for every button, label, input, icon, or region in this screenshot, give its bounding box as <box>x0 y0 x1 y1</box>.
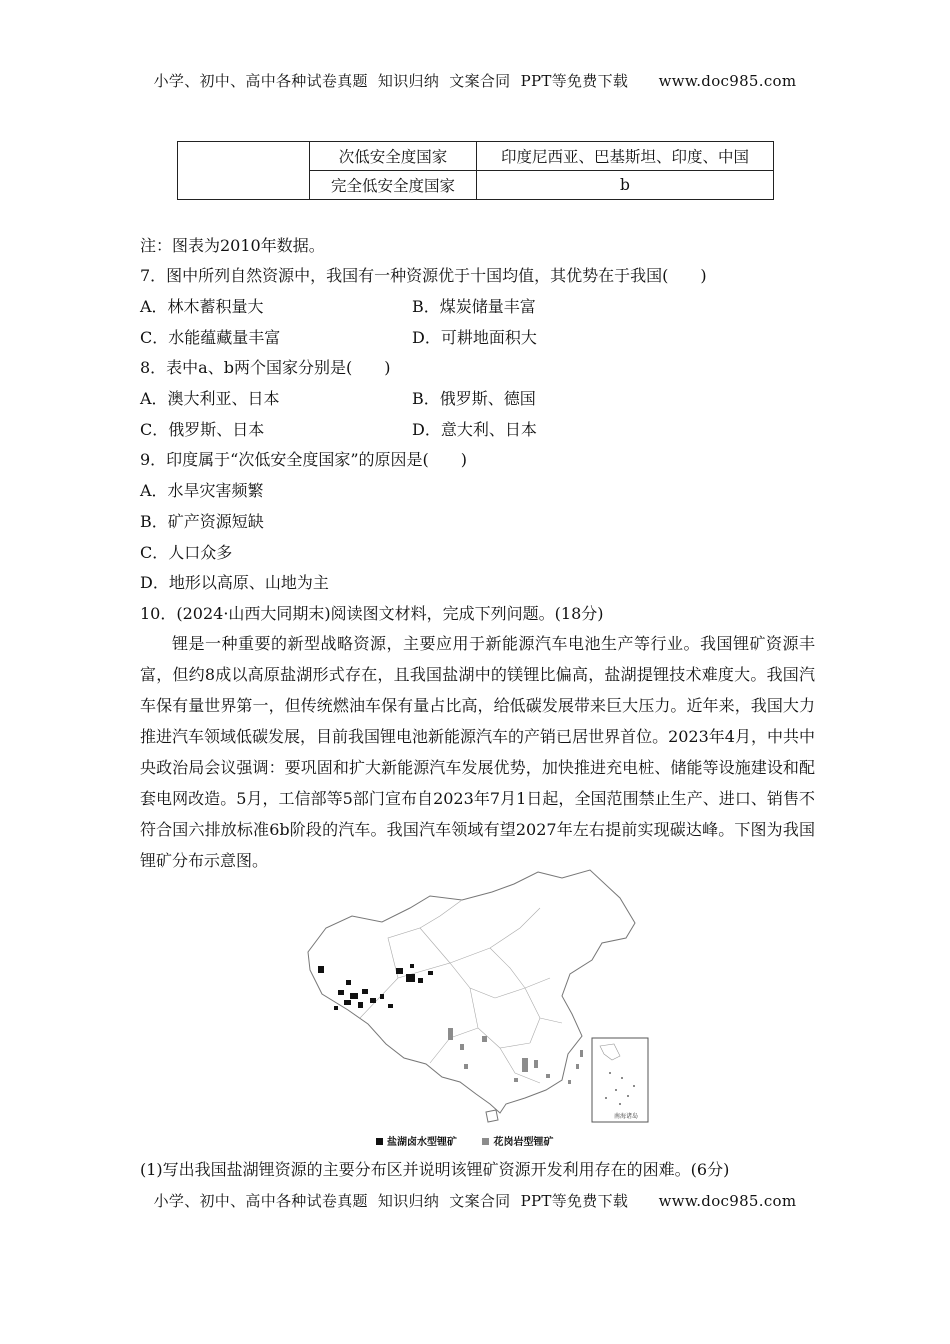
data-table <box>177 141 774 200</box>
table-note: 注：图表为2010年数据。 <box>140 236 325 255</box>
q7-option-d: D．可耕地面积大 <box>412 328 537 347</box>
q10-subquestion-1: (1)写出我国盐湖锂资源的主要分布区并说明该锂矿资源开发利用存在的困难。(6分) <box>140 1160 730 1179</box>
south-china-sea-inset <box>592 1038 648 1122</box>
map-legend <box>376 1133 575 1148</box>
q10-stem: 10．(2024·山西大同期末)阅读图文材料，完成下列问题。(18分) <box>140 604 604 623</box>
q9-option-a: A．水旱灾害频繁 <box>140 481 264 500</box>
q7-option-c: C．水能蕴藏量丰富 <box>140 328 281 347</box>
q9-stem: 9．印度属于“次低安全度国家”的原因是( ) <box>140 450 468 469</box>
q8-option-a: A．澳大利亚、日本 <box>140 389 280 408</box>
china-outline <box>308 870 635 1113</box>
lithium-distribution-map <box>300 868 662 1126</box>
hainan-island <box>486 1110 498 1122</box>
table-cell-blank <box>178 171 310 200</box>
brine-lithium-deposits <box>318 964 433 1010</box>
q8-option-d: D．意大利、日本 <box>412 420 537 439</box>
square-icon <box>376 1138 383 1145</box>
legend-item-granite: 花岗岩型锂矿 <box>482 1137 553 1148</box>
q10-passage: 锂是一种重要的新型战略资源，主要应用于新能源汽车电池生产等行业。我国锂矿资源丰富，但约8成以高原盐湖形式存在，且我国盐湖中的镁锂比偏高，盐湖提锂技术难度大。我国汽车保有量世界第一，但传统燃油车保有量占比高，给低碳发展带来巨大压力。近年来，我国大力推进汽车领域低碳发展，目前我国锂电池新能源汽车的产销已居世界首位。2023年4月，中共中央政治局会议强调：要巩固和扩大新能源汽车发展优势，加快推进充电桩、储能等设施建设和配套电网改造。5月，工信部等5部门宣布自2023年7月1日起，全国范围禁止生产、进口、销售不符合国六排放标准6b阶段的汽车。我国汽车领域有望2027年左右提前实现碳达峰。下图为我国锂矿分布示意图。 <box>140 634 815 870</box>
table-row <box>178 171 774 200</box>
square-icon <box>482 1138 489 1145</box>
q8-option-b: B．俄罗斯、德国 <box>412 389 536 408</box>
table-cell-category: 完全低安全度国家 <box>310 171 477 200</box>
table-cell-category: 次低安全度国家 <box>310 142 477 171</box>
page-header: 小学、初中、高中各种试卷真题 知识归纳 文案合同 PPT等免费下载 www.doc985.com <box>153 72 797 90</box>
table-cell-countries: b <box>477 171 774 200</box>
q7-option-a: A．林木蓄积量大 <box>140 297 264 316</box>
q9-option-d: D．地形以高原、山地为主 <box>140 573 329 592</box>
q9-option-b: B．矿产资源短缺 <box>140 512 264 531</box>
page-footer: 小学、初中、高中各种试卷真题 知识归纳 文案合同 PPT等免费下载 www.doc985.com <box>153 1192 797 1210</box>
table-cell-blank <box>178 142 310 171</box>
inset-label: 南海诸岛 <box>613 1113 639 1120</box>
q8-stem: 8．表中a、b两个国家分别是( ) <box>140 358 391 377</box>
table-row <box>178 142 774 171</box>
legend-item-brine: 盐湖卤水型锂矿 <box>376 1137 457 1148</box>
q8-option-c: C．俄罗斯、日本 <box>140 420 265 439</box>
q7-stem: 7．图中所列自然资源中，我国有一种资源优于十国均值，其优势在于我国( ) <box>140 266 707 285</box>
province-boundaries <box>360 900 562 1083</box>
q7-option-b: B．煤炭储量丰富 <box>412 297 536 316</box>
q9-option-c: C．人口众多 <box>140 543 233 562</box>
table-cell-countries: 印度尼西亚、巴基斯坦、印度、中国 <box>477 142 774 171</box>
